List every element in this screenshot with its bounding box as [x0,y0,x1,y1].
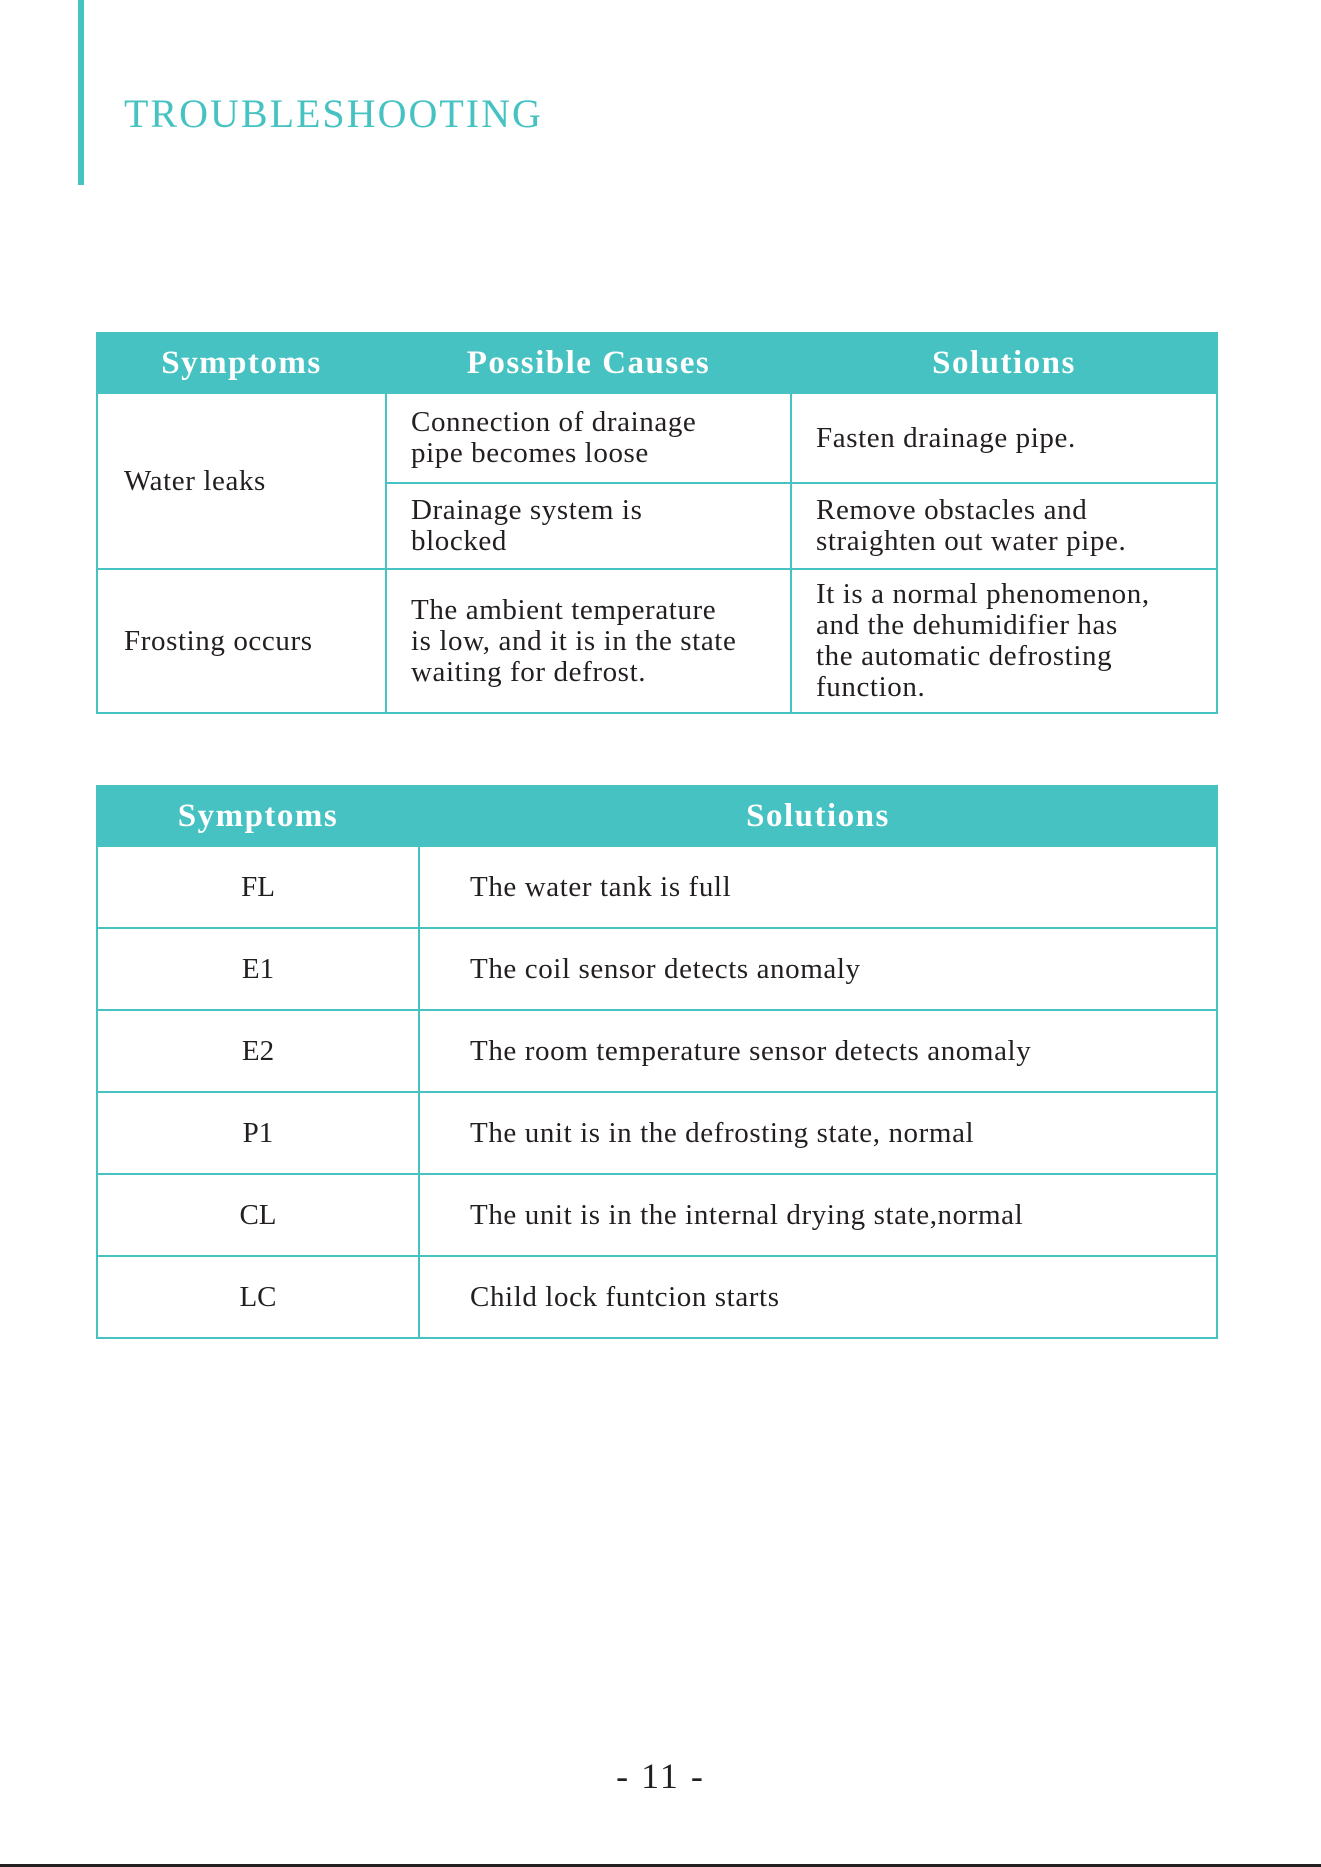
table-row [97,569,1217,713]
cause-cell: The ambient temperature is low, and it is in the state waiting for defrost. [386,569,791,713]
table-row [97,393,1217,483]
table-row [97,1174,1217,1256]
code-cell: CL [97,1174,419,1256]
symptom-cell: Frosting occurs [97,569,386,713]
table-header-row [97,786,1217,846]
header-solutions: Solutions [791,333,1217,393]
cause-cell: Connection of drainage pipe becomes loose [386,393,791,483]
table-row [97,1010,1217,1092]
code-cell: E2 [97,1010,419,1092]
header-solutions: Solutions [419,786,1217,846]
code-cell: E1 [97,928,419,1010]
troubleshooting-causes-table [96,332,1218,714]
header-symptoms: Symptoms [97,786,419,846]
code-cell: P1 [97,1092,419,1174]
symptom-cell: Water leaks [97,393,386,569]
header-possible-causes: Possible Causes [386,333,791,393]
table-row [97,928,1217,1010]
table-row [97,846,1217,928]
header-symptoms: Symptoms [97,333,386,393]
table-header-row [97,333,1217,393]
table-row [97,1256,1217,1338]
solution-cell: Child lock funtcion starts [419,1256,1217,1338]
solution-cell: Fasten drainage pipe. [791,393,1217,483]
solution-cell: The coil sensor detects anomaly [419,928,1217,1010]
page-title: TROUBLESHOOTING [124,91,543,136]
error-codes-table [96,785,1218,1339]
code-cell: LC [97,1256,419,1338]
solution-cell: The unit is in the internal drying state,normal [419,1174,1217,1256]
solution-cell: The unit is in the defrosting state, normal [419,1092,1217,1174]
accent-bar [78,0,84,185]
table-row [97,1092,1217,1174]
solution-cell: The room temperature sensor detects anomaly [419,1010,1217,1092]
code-cell: FL [97,846,419,928]
solution-cell: Remove obstacles and straighten out water pipe. [791,483,1217,569]
page-number: - 11 - [616,1756,705,1796]
solution-cell: It is a normal phenomenon, and the dehumidifier has the automatic defrosting function. [791,569,1217,713]
cause-cell: Drainage system is blocked [386,483,791,569]
solution-cell: The water tank is full [419,846,1217,928]
